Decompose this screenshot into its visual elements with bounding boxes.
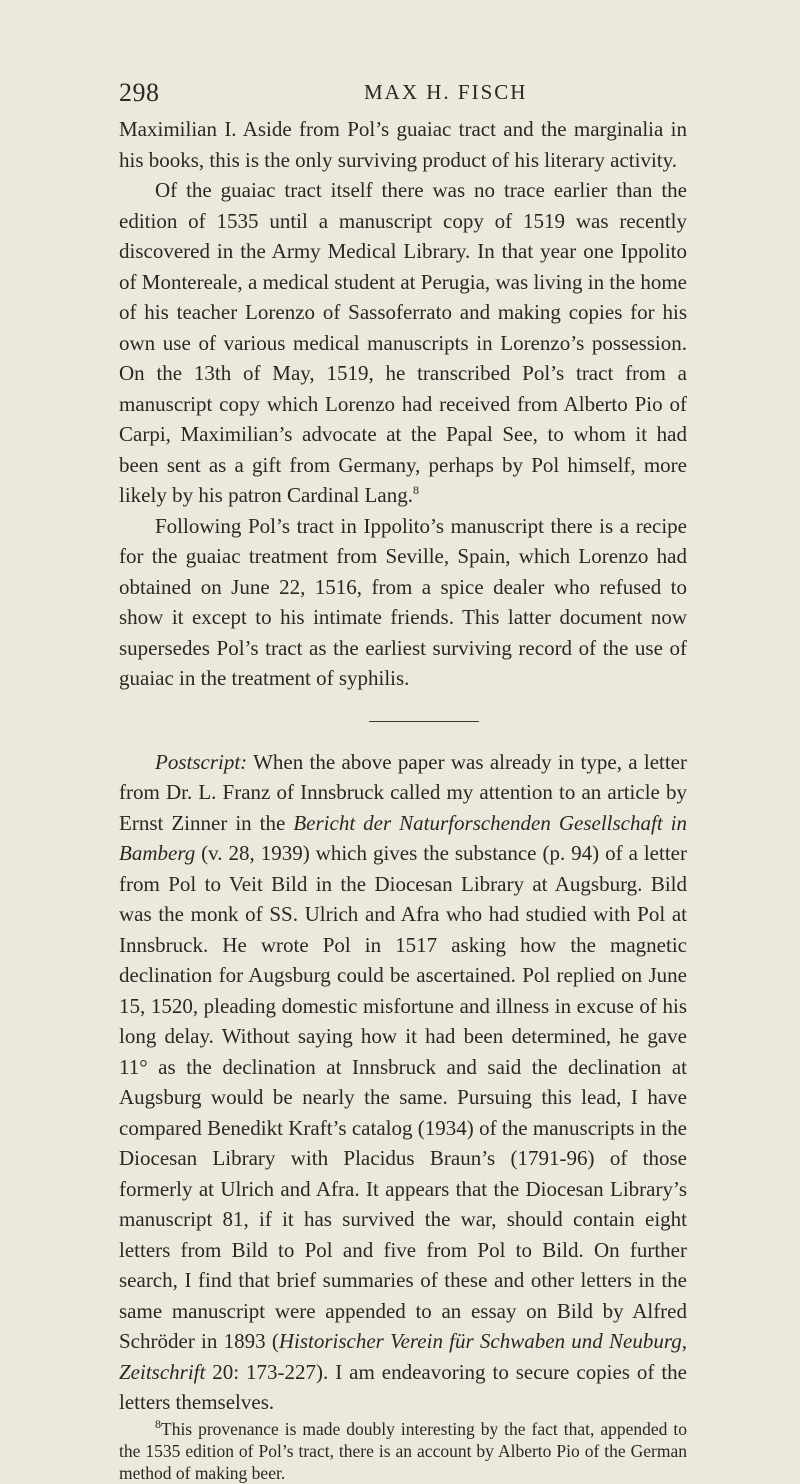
journal-title: Bericht der Naturforschenden Gesellschaft in Bamberg — [119, 810, 687, 865]
running-head: MAX H. FISCH — [364, 80, 528, 104]
body-text — [119, 114, 687, 1484]
page-number: 298 — [119, 78, 160, 107]
paragraph: Following Pol’s tract in Ippolito’s manuscript there is a recipe for the guaiac treatment from Seville, Spain, which Lorenzo had obtained on June 22, 1516, from a spice dealer who refused to show it except to his intimate friends. This latter document now supersedes Pol’s tract as the earliest surviving record of the use of guaiac in the treatment of syphilis. — [119, 513, 687, 690]
page-header — [119, 74, 679, 110]
footnote: $^8$This provenance is made doubly interesting by the fact that, appended to the 1535 edition of Pol’s tract, there is an account by Alberto Pio of the German method of making beer. — [119, 1416, 687, 1483]
paragraph: Maximilian I. Aside from Pol’s guaiac tract and the marginalia in his books, this is the only surviving product of his literary activity. — [119, 117, 687, 172]
postscript-label: Postscript: — [155, 749, 248, 774]
paragraph: Of the guaiac tract itself there was no trace earlier than the edition of 1535 until a manuscript copy of 1519 was recently discovered in the Army Medical Library. In that year one Ippolito of Montereale, a medical student at Perugia, was living in the home of his teacher Lorenzo of Sassoferrato and making copies for his own use of various medical manuscripts in Lorenzo’s possession. On the 13th of May, 1519, he transcribed Pol’s tract from a manuscript copy which Lorenzo had received from Alberto Pio of Carpi, Maximilian’s advocate at the Papal See, to whom it had been sent as a gift from Germany, perhaps by Pol himself, more likely by his patron Cardinal Lang.$^8$ — [119, 178, 687, 507]
section-divider — [369, 721, 479, 722]
postscript-paragraph: Postscript: When the above paper was already in type, a letter from Dr. L. Franz of Innsbruck called my attention to an article by Ernst Zinner in the Bericht der Naturforschenden Gesellschaft in Bamberg (v. 28, 1939) which gives the substance (p. 94) of a letter from Pol to Veit Bild in the Diocesan Library at Augsburg. Bild was the monk of SS. Ulrich and Afra who had studied with Pol at Innsbruck. He wrote Pol in 1517 asking how the magnetic declination for Augsburg could be ascertained. Pol replied on June 15, 1520, pleading domestic misfortune and illness in excuse of his long delay. Without saying how it had been determined, he gave 11° as the declination at Innsbruck and said the declination at Augsburg would be nearly the same. Pursuing this lead, I have compared Benedikt Kraft’s catalog (1934) of the manuscripts in the Diocesan Library with Placidus Braun’s (1791-96) of those formerly at Ulrich and Afra. It appears that the Diocesan Library’s manuscript 81, if it has survived the war, should contain eight letters from Bild to Pol and five from Pol to Bild. On further search, I find that brief summaries of these and other letters in the same manuscript were appended to an essay on Bild by Alfred Schröder in 1893 (Historischer Verein für Schwaben und Neuburg, Zeitschrift 20: 173-227). I am endeavoring to secure copies of the letters themselves. — [119, 749, 688, 1414]
footnote-marker: 8 — [155, 1416, 161, 1431]
footnote-reference: 8 — [412, 483, 419, 497]
journal-title: Historischer Verein für Schwaben und Neuburg, Zeitschrift — [119, 1329, 688, 1384]
